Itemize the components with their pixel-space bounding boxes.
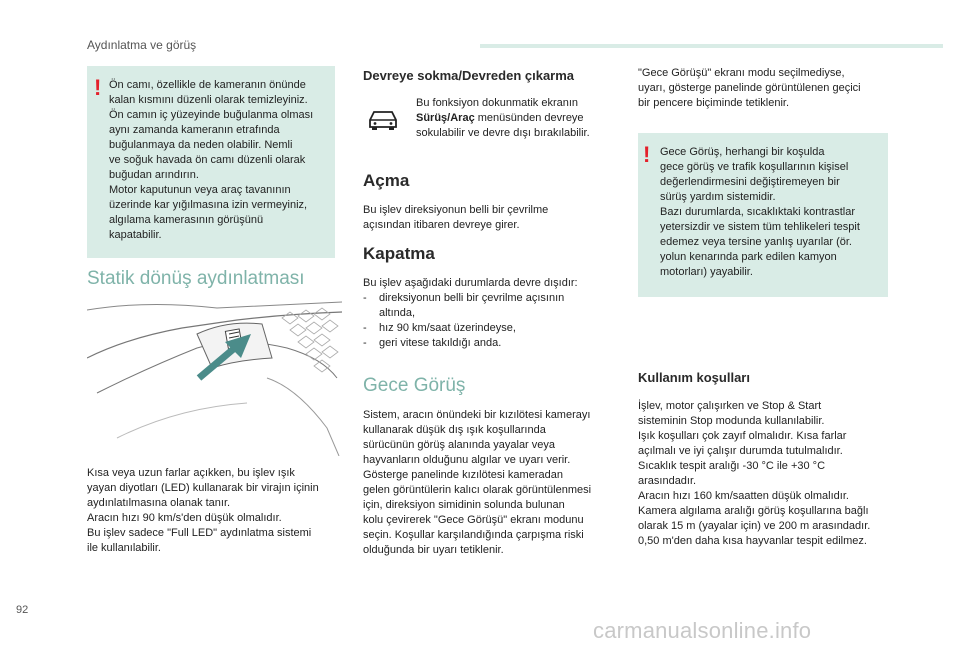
night-vision-intro: "Gece Görüşü" ekranı modu seçilmediyse, uyarı, gösterge panelinde görüntülenen geçici bir pencere biçiminde tetiklenir. <box>638 67 861 109</box>
night-vision-warning-box <box>638 133 888 297</box>
acma-body: Bu işlev direksiyonun belli bir çevrilme açısından itibaren devreye girer. <box>363 204 549 231</box>
car-settings-icon <box>366 108 400 130</box>
header-bar <box>480 44 943 48</box>
acma-heading: Açma <box>363 171 410 190</box>
warning-icon: ! <box>643 142 651 167</box>
static-cornering-heading: Statik dönüş aydınlatması <box>87 268 305 289</box>
activation-heading: Devreye sokma/Devreden çıkarma <box>363 68 575 83</box>
page-number: 92 <box>16 604 29 616</box>
warning-icon: ! <box>94 75 102 100</box>
night-vision-body: Sistem, aracın önündeki bir kızılötesi kamerayı kullanarak düşük dış ışık koşullarında sürücünün görüş alanında yayalar veya hayvanların olduğunu algılar ve uyarı verir. Gösterge panelinde kızılötesi kameradan gelen görüntülerin kalıcı olarak görüntülenmesi için, direksiyon simidinin solunda bulunan kolu çevirerek "Gece Görüşü" ekranı modunu seçin. Koşullar karşılandığında çarpışma riski olduğunda bir uyarı tetiklenir. <box>363 409 592 556</box>
usage-conditions-heading: Kullanım koşulları <box>638 370 750 385</box>
windshield-warning-box <box>87 66 335 258</box>
night-vision-warning-text: Gece Görüş, herhangi bir koşulda gece görüş ve trafik koşullarının kişisel değerlendirmesini değiştiremeyen bir sürüş yardım sistemidir. Bazı durumlarda, sıcaklıktaki kontrastlar yetersizdir ve sistem tüm tehlikeleri tespit edemez veya tersine yanlış uyarılar (ör. yolun kenarında park edilen kamyon motorları) yayabilir. <box>660 146 860 278</box>
section-title: Aydınlatma ve görüş <box>87 38 197 52</box>
kapatma-heading: Kapatma <box>363 244 435 263</box>
list-item: - hız 90 km/saat üzerindeyse, <box>363 321 598 336</box>
menu-name: Sürüş/Araç <box>416 112 475 124</box>
list-item: - direksiyonun belli bir çevrilme açısının altında, <box>363 291 598 321</box>
kapatma-list <box>363 291 598 351</box>
night-vision-heading: Gece Görüş <box>363 375 466 396</box>
watermark: carmanualsonline.info <box>593 618 812 643</box>
static-cornering-body: Kısa veya uzun farlar açıkken, bu işlev ışık yayan diyotları (LED) kullanarak bir virajın içinin aydınlatılmasına olanak tanır. Aracın hızı 90 km/s'den düşük olmalıdır. Bu işlev sadece "Full LED" aydınlatma sistemi ile kullanılabilir. <box>87 467 319 554</box>
usage-conditions-body: İşlev, motor çalışırken ve Stop & Start sisteminin Stop modunda kullanılabilir. Işık koşulları çok zayıf olmalıdır. Kısa farlar açılmalı ve iyi çalışır durumda tutulmalıdır. Sıcaklık tespit aralığı -30 °C ile +30 °C arasındadır. Aracın hızı 160 km/saatten düşük olmalıdır. Kamera algılama aralığı görüş koşullarına bağlı olarak 15 m (yayalar için) ve 200 m arasındadır. 0,50 m'den daha kısa hayvanlar tespit edilmez. <box>638 400 871 547</box>
headlight-illustration <box>87 298 342 456</box>
windshield-warning-text: Ön camı, özellikle de kameranın önünde kalan kısmını düzenli olarak temizleyiniz. Ön camın iç yüzeyinde buğulanma olması aynı zamanda kameranın etrafında buğulanmaya da neden olabilir. Nemli ve soğuk havada ön camı düzenli olarak buğudan arındırın. Motor kaputunun veya araç tavanının üzerinde kar yığılmasına izin vermeyiniz, algılama kamerasının görüşünü kapatabilir. <box>109 79 314 241</box>
touchscreen-text: Bu fonksiyon dokunmatik ekranın Sürüş/Araç menüsünden devreye sokulabilir ve devre dışı bırakılabilir. <box>416 97 590 139</box>
list-item: - geri vitese takıldığı anda. <box>363 336 598 351</box>
kapatma-body: Bu işlev aşağıdaki durumlarda devre dışıdır: - direksiyonun belli bir çevrilme açısının altında, - hız 90 km/saat üzerindeyse, - geri vitese takıldığı anda. <box>363 276 598 351</box>
